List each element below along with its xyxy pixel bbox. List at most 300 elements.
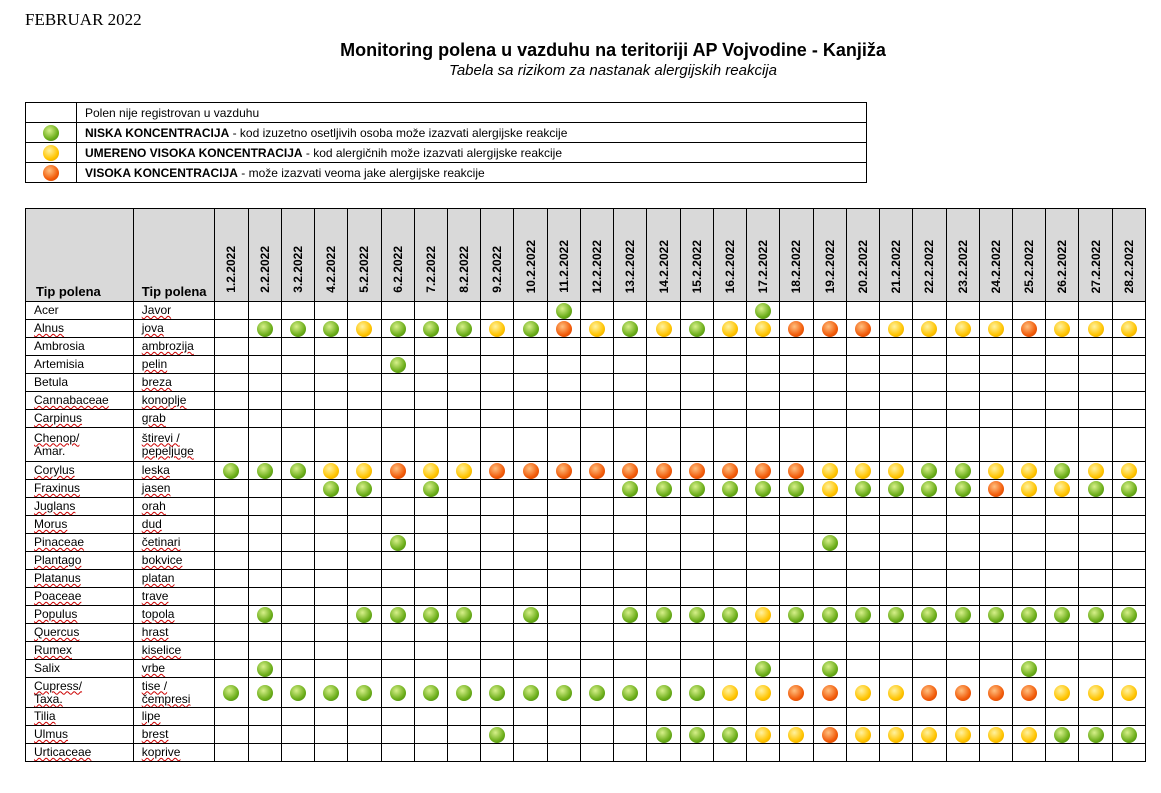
red-dot-icon (656, 463, 672, 479)
concentration-cell (1012, 374, 1045, 392)
concentration-cell (846, 338, 879, 356)
month-label: FEBRUAR 2022 (25, 10, 142, 29)
concentration-cell (713, 570, 746, 588)
red-dot-icon (788, 463, 804, 479)
concentration-cell (315, 462, 348, 480)
concentration-cell (747, 534, 780, 552)
concentration-cell (215, 374, 248, 392)
concentration-cell (680, 516, 713, 534)
concentration-cell (248, 320, 281, 338)
concentration-cell (680, 302, 713, 320)
pollen-latin-name: Tilia (26, 708, 134, 726)
concentration-cell (1046, 374, 1079, 392)
concentration-cell (979, 410, 1012, 428)
concentration-cell (514, 410, 547, 428)
concentration-cell (315, 410, 348, 428)
concentration-cell (680, 356, 713, 374)
date-header: 13.2.2022 (614, 209, 647, 302)
yellow-dot-icon (888, 727, 904, 743)
concentration-cell (1012, 302, 1045, 320)
concentration-cell (713, 392, 746, 410)
concentration-cell (713, 410, 746, 428)
concentration-cell (880, 570, 913, 588)
pollen-local-name: topola (133, 606, 215, 624)
concentration-cell (1079, 534, 1112, 552)
green-dot-icon (855, 607, 871, 623)
page-subtitle: Tabela sa rizikom za nastanak alergijskih reakcija (449, 62, 777, 79)
concentration-cell (913, 356, 946, 374)
concentration-cell (348, 480, 381, 498)
concentration-cell (614, 374, 647, 392)
green-dot-icon (43, 125, 59, 141)
concentration-cell (913, 374, 946, 392)
concentration-cell (713, 516, 746, 534)
concentration-cell (946, 570, 979, 588)
concentration-cell (447, 320, 480, 338)
concentration-cell (281, 678, 314, 708)
concentration-cell (880, 392, 913, 410)
red-dot-icon (689, 463, 705, 479)
concentration-cell (580, 570, 613, 588)
concentration-cell (1079, 410, 1112, 428)
concentration-cell (381, 552, 414, 570)
concentration-cell (580, 516, 613, 534)
concentration-cell (481, 374, 514, 392)
table-row (26, 534, 1146, 552)
green-dot-icon (622, 481, 638, 497)
concentration-cell (913, 708, 946, 726)
concentration-cell (381, 374, 414, 392)
concentration-cell (1012, 606, 1045, 624)
concentration-cell (315, 624, 348, 642)
concentration-cell (381, 660, 414, 678)
concentration-cell (780, 624, 813, 642)
green-dot-icon (390, 357, 406, 373)
concentration-cell (481, 678, 514, 708)
concentration-cell (248, 606, 281, 624)
concentration-cell (747, 744, 780, 762)
concentration-cell (281, 516, 314, 534)
concentration-cell (281, 338, 314, 356)
concentration-cell (979, 570, 1012, 588)
concentration-cell (946, 462, 979, 480)
pollen-local-name: platan (133, 570, 215, 588)
concentration-cell (680, 320, 713, 338)
concentration-cell (547, 624, 580, 642)
concentration-cell (315, 552, 348, 570)
concentration-cell (514, 552, 547, 570)
concentration-cell (846, 498, 879, 516)
yellow-dot-icon (988, 321, 1004, 337)
concentration-cell (281, 498, 314, 516)
concentration-cell (747, 410, 780, 428)
concentration-cell (614, 410, 647, 428)
table-row (26, 462, 1146, 480)
green-dot-icon (257, 321, 273, 337)
concentration-cell (880, 660, 913, 678)
pollen-latin-name: Ambrosia (26, 338, 134, 356)
concentration-cell (880, 552, 913, 570)
concentration-cell (780, 498, 813, 516)
concentration-cell (281, 302, 314, 320)
concentration-cell (414, 552, 447, 570)
pollen-local-name: lipe (133, 708, 215, 726)
concentration-cell (680, 624, 713, 642)
concentration-cell (514, 428, 547, 462)
concentration-cell (315, 570, 348, 588)
concentration-cell (913, 338, 946, 356)
header-pollen-type-local: Tip polena (133, 209, 215, 302)
red-dot-icon (1021, 685, 1037, 701)
concentration-cell (913, 428, 946, 462)
concentration-cell (248, 642, 281, 660)
green-dot-icon (356, 685, 372, 701)
pollen-local-name: dud (133, 516, 215, 534)
concentration-cell (1079, 338, 1112, 356)
green-dot-icon (1054, 463, 1070, 479)
concentration-cell (481, 726, 514, 744)
green-dot-icon (1121, 607, 1137, 623)
concentration-cell (315, 534, 348, 552)
concentration-cell (580, 588, 613, 606)
concentration-cell (447, 678, 480, 708)
concentration-cell (979, 428, 1012, 462)
date-header: 3.2.2022 (281, 209, 314, 302)
concentration-cell (747, 516, 780, 534)
concentration-cell (281, 374, 314, 392)
concentration-cell (747, 498, 780, 516)
concentration-cell (680, 410, 713, 428)
concentration-cell (1112, 678, 1145, 708)
concentration-cell (1112, 642, 1145, 660)
red-dot-icon (988, 685, 1004, 701)
concentration-cell (248, 338, 281, 356)
concentration-cell (215, 642, 248, 660)
concentration-cell (946, 410, 979, 428)
concentration-cell (647, 392, 680, 410)
concentration-cell (747, 462, 780, 480)
green-dot-icon (257, 685, 273, 701)
concentration-cell (614, 392, 647, 410)
concentration-cell (348, 660, 381, 678)
concentration-cell (1012, 462, 1045, 480)
concentration-cell (946, 744, 979, 762)
concentration-cell (946, 588, 979, 606)
concentration-cell (481, 570, 514, 588)
concentration-cell (281, 708, 314, 726)
concentration-cell (614, 606, 647, 624)
concentration-cell (1079, 726, 1112, 744)
concentration-cell (647, 588, 680, 606)
pollen-latin-name: Cupress/ Taxa. (26, 678, 134, 708)
green-dot-icon (955, 607, 971, 623)
concentration-cell (1112, 588, 1145, 606)
legend-text: UMERENO VISOKA KONCENTRACIJA - kod alergičnih može izazvati alergijske reakcije (77, 143, 867, 163)
concentration-cell (813, 320, 846, 338)
green-dot-icon (788, 481, 804, 497)
concentration-cell (780, 374, 813, 392)
concentration-cell (979, 606, 1012, 624)
concentration-cell (1112, 338, 1145, 356)
concentration-cell (547, 588, 580, 606)
concentration-cell (614, 302, 647, 320)
concentration-cell (780, 708, 813, 726)
concentration-cell (880, 588, 913, 606)
concentration-cell (1112, 462, 1145, 480)
concentration-cell (979, 356, 1012, 374)
concentration-cell (913, 480, 946, 498)
concentration-cell (979, 374, 1012, 392)
concentration-cell (946, 498, 979, 516)
legend-text: NISKA KONCENTRACIJA - kod izuzetno osetljivih osoba može izazvati alergijske reakcije (77, 123, 867, 143)
green-dot-icon (390, 321, 406, 337)
yellow-dot-icon (1088, 321, 1104, 337)
red-dot-icon (788, 321, 804, 337)
concentration-cell (414, 726, 447, 744)
concentration-cell (580, 356, 613, 374)
concentration-cell (481, 588, 514, 606)
concentration-cell (946, 660, 979, 678)
pollen-local-name: pelin (133, 356, 215, 374)
header-pollen-type: Tip polena (26, 209, 134, 302)
concentration-cell (713, 708, 746, 726)
concentration-cell (381, 678, 414, 708)
concentration-cell (813, 410, 846, 428)
concentration-cell (315, 302, 348, 320)
concentration-cell (348, 708, 381, 726)
concentration-cell (348, 552, 381, 570)
concentration-cell (1079, 678, 1112, 708)
yellow-dot-icon (1021, 727, 1037, 743)
date-header: 28.2.2022 (1112, 209, 1145, 302)
concentration-cell (880, 320, 913, 338)
green-dot-icon (1121, 727, 1137, 743)
concentration-cell (913, 744, 946, 762)
concentration-cell (547, 726, 580, 744)
green-dot-icon (656, 607, 672, 623)
concentration-cell (215, 660, 248, 678)
concentration-cell (1112, 624, 1145, 642)
concentration-cell (1112, 498, 1145, 516)
concentration-cell (447, 708, 480, 726)
concentration-cell (447, 338, 480, 356)
date-header: 15.2.2022 (680, 209, 713, 302)
concentration-cell (979, 516, 1012, 534)
green-dot-icon (556, 685, 572, 701)
concentration-cell (381, 338, 414, 356)
concentration-cell (1046, 588, 1079, 606)
concentration-cell (547, 320, 580, 338)
concentration-cell (215, 320, 248, 338)
concentration-cell (481, 552, 514, 570)
concentration-cell (614, 552, 647, 570)
concentration-cell (913, 552, 946, 570)
concentration-cell (315, 356, 348, 374)
concentration-cell (846, 570, 879, 588)
pollen-local-name: breza (133, 374, 215, 392)
concentration-cell (979, 534, 1012, 552)
concentration-cell (880, 410, 913, 428)
concentration-cell (846, 462, 879, 480)
date-header: 18.2.2022 (780, 209, 813, 302)
concentration-cell (315, 588, 348, 606)
red-dot-icon (1021, 321, 1037, 337)
pollen-latin-name: Platanus (26, 570, 134, 588)
date-header: 11.2.2022 (547, 209, 580, 302)
concentration-cell (514, 516, 547, 534)
date-header: 25.2.2022 (1012, 209, 1045, 302)
green-dot-icon (323, 685, 339, 701)
red-dot-icon (556, 463, 572, 479)
concentration-cell (514, 726, 547, 744)
concentration-cell (813, 462, 846, 480)
concentration-cell (514, 356, 547, 374)
concentration-cell (547, 356, 580, 374)
concentration-cell (315, 480, 348, 498)
pollen-latin-name: Betula (26, 374, 134, 392)
concentration-cell (315, 428, 348, 462)
concentration-cell (481, 516, 514, 534)
concentration-cell (813, 534, 846, 552)
green-dot-icon (423, 685, 439, 701)
concentration-cell (281, 410, 314, 428)
concentration-cell (414, 374, 447, 392)
concentration-cell (747, 708, 780, 726)
red-dot-icon (988, 481, 1004, 497)
concentration-cell (979, 708, 1012, 726)
concentration-cell (813, 374, 846, 392)
concentration-cell (780, 410, 813, 428)
concentration-cell (1079, 570, 1112, 588)
concentration-cell (547, 534, 580, 552)
yellow-dot-icon (722, 321, 738, 337)
concentration-cell (713, 498, 746, 516)
concentration-cell (215, 552, 248, 570)
concentration-cell (381, 498, 414, 516)
concentration-cell (747, 302, 780, 320)
pollen-latin-name: Cannabaceae (26, 392, 134, 410)
concentration-cell (979, 338, 1012, 356)
concentration-cell (813, 498, 846, 516)
concentration-cell (913, 588, 946, 606)
concentration-cell (1112, 410, 1145, 428)
legend-icon-cell (26, 103, 77, 123)
date-header: 2.2.2022 (248, 209, 281, 302)
concentration-cell (680, 338, 713, 356)
yellow-dot-icon (323, 463, 339, 479)
concentration-cell (547, 462, 580, 480)
green-dot-icon (489, 727, 505, 743)
concentration-cell (1046, 498, 1079, 516)
yellow-dot-icon (755, 607, 771, 623)
yellow-dot-icon (722, 685, 738, 701)
legend-icon-cell (26, 123, 77, 143)
concentration-cell (348, 462, 381, 480)
red-dot-icon (755, 463, 771, 479)
pollen-latin-name: Carpinus (26, 410, 134, 428)
concentration-cell (481, 606, 514, 624)
pollen-latin-name: Salix (26, 660, 134, 678)
concentration-cell (647, 726, 680, 744)
concentration-cell (680, 534, 713, 552)
legend-text: Polen nije registrovan u vazduhu (77, 103, 867, 123)
concentration-cell (381, 744, 414, 762)
green-dot-icon (223, 685, 239, 701)
yellow-dot-icon (888, 321, 904, 337)
yellow-dot-icon (1088, 463, 1104, 479)
concentration-cell (979, 498, 1012, 516)
concentration-cell (248, 462, 281, 480)
green-dot-icon (1054, 727, 1070, 743)
concentration-cell (315, 708, 348, 726)
concentration-cell (813, 356, 846, 374)
concentration-cell (813, 516, 846, 534)
concentration-cell (381, 428, 414, 462)
concentration-cell (880, 678, 913, 708)
concentration-cell (1012, 744, 1045, 762)
red-dot-icon (855, 321, 871, 337)
concentration-cell (315, 392, 348, 410)
green-dot-icon (589, 685, 605, 701)
concentration-cell (315, 320, 348, 338)
concentration-cell (447, 606, 480, 624)
concentration-cell (414, 498, 447, 516)
concentration-cell (514, 498, 547, 516)
table-row (26, 642, 1146, 660)
concentration-cell (381, 726, 414, 744)
date-header: 4.2.2022 (315, 209, 348, 302)
concentration-cell (514, 462, 547, 480)
concentration-cell (647, 338, 680, 356)
concentration-cell (713, 320, 746, 338)
concentration-cell (547, 606, 580, 624)
concentration-cell (348, 678, 381, 708)
concentration-cell (215, 744, 248, 762)
concentration-cell (215, 480, 248, 498)
date-header: 22.2.2022 (913, 209, 946, 302)
concentration-cell (381, 462, 414, 480)
concentration-cell (580, 708, 613, 726)
concentration-cell (514, 660, 547, 678)
concentration-cell (481, 660, 514, 678)
yellow-dot-icon (1088, 685, 1104, 701)
concentration-cell (913, 410, 946, 428)
concentration-cell (447, 744, 480, 762)
green-dot-icon (755, 481, 771, 497)
green-dot-icon (1088, 727, 1104, 743)
yellow-dot-icon (888, 463, 904, 479)
concentration-cell (1012, 498, 1045, 516)
legend-table (25, 102, 867, 183)
table-row (26, 570, 1146, 588)
yellow-dot-icon (356, 321, 372, 337)
concentration-cell (1012, 320, 1045, 338)
concentration-cell (614, 642, 647, 660)
date-header: 20.2.2022 (846, 209, 879, 302)
concentration-cell (913, 678, 946, 708)
concentration-cell (647, 356, 680, 374)
concentration-cell (614, 498, 647, 516)
green-dot-icon (755, 661, 771, 677)
concentration-cell (846, 374, 879, 392)
concentration-cell (348, 744, 381, 762)
concentration-cell (647, 744, 680, 762)
green-dot-icon (656, 685, 672, 701)
concentration-cell (1112, 374, 1145, 392)
green-dot-icon (456, 607, 472, 623)
concentration-cell (414, 642, 447, 660)
concentration-cell (1046, 744, 1079, 762)
